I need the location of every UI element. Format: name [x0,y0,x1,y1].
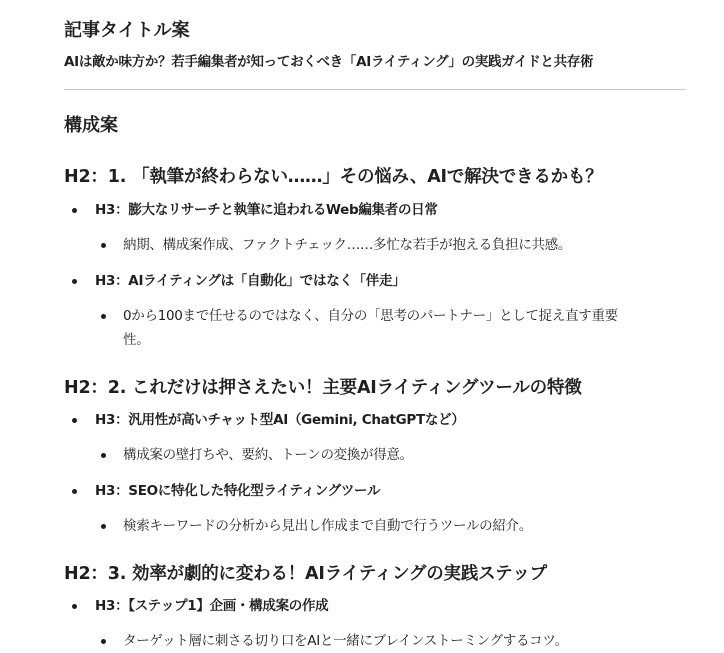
detail-item: 納期、構成案作成、ファクトチェック……多忙な若手が抱える負担に共感。 [95,233,633,257]
h3-heading: H3：AIライティングは「自動化」ではなく「伴走」 [95,273,406,289]
document [64,18,686,653]
h3-item [64,409,686,467]
h2-heading: H2：1. 「執筆が終わらない……」その悩み、AIで解決できるかも？ [64,167,603,187]
h3-item [64,480,686,538]
h3-heading: H3：【ステップ1】企画・構成案の作成 [95,598,329,614]
detail-item: 構成案の壁打ちや、要約、トーンの変換が得意。 [95,443,633,467]
detail-item: ターゲット層に刺さる切り口をAIと一緒にブレインストーミングするコツ。 [95,629,683,653]
article-title-heading: 記事タイトル案 [64,20,190,41]
outline-section [64,375,686,538]
h2-heading: H2：2. これだけは押さえたい！主要AIライティングツールの特徴 [64,378,582,398]
outline-section [64,164,686,352]
h2-heading: H2：3. 効率が劇的に変わる！AIライティングの実践ステップ [64,564,547,584]
outline-section [64,561,686,653]
h3-item [64,595,686,653]
h3-heading: H3：SEOに特化した特化型ライティングツール [95,483,381,499]
h3-heading: H3：汎用性が高いチャット型AI（Gemini, ChatGPTなど） [95,412,465,428]
h3-item [64,199,686,257]
h3-heading: H3：膨大なリサーチと執筆に追われるWeb編集者の日常 [95,202,438,218]
detail-item: 0から100まで任せるのではなく、自分の「思考のパートナー」として捉え直す重要性。 [95,304,633,352]
detail-item: 検索キーワードの分析から見出し作成まで自動で行うツールの紹介。 [95,514,633,538]
outline-heading: 構成案 [64,115,118,136]
article-title-proposal: AIは敵か味方か？若手編集者が知っておくべき「AIライティング」の実践ガイドと共存術 [64,54,594,70]
divider [64,89,686,90]
h3-item [64,270,686,352]
